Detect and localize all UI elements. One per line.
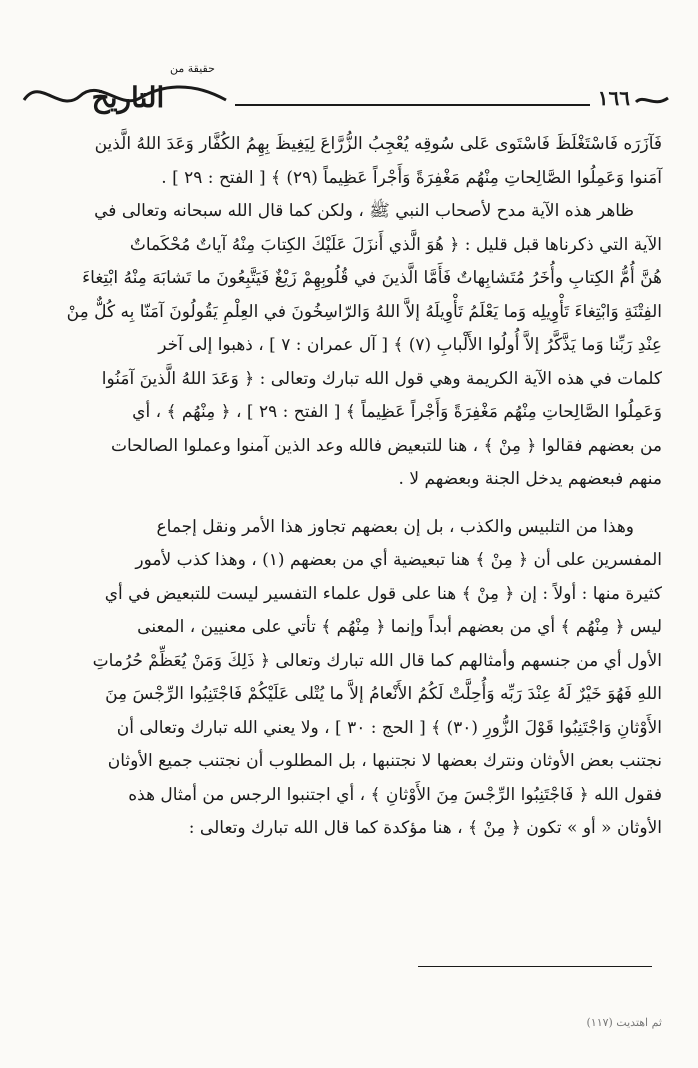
text-line: منهم فبعضهم يدخل الجنة وبعضهم لا . xyxy=(398,469,662,489)
page-header xyxy=(20,62,680,124)
footnote-rule xyxy=(418,966,652,967)
text-line: عِنْدِ رَبِّنا وَما يَذَّكَّرُ إلاَّ أُولُوا الأَلْبابِ (٧) ﴾ [ آل عمران : ٧ ] ، ذهبوا إلى آخر xyxy=(158,335,662,355)
text-line: وهذا من التلبيس والكذب ، بل إن بعضهم تجاوز هذا الأمر ونقل إجماع xyxy=(156,516,634,537)
text-line: فَآزَرَه فَاسْتَغْلَظَ فَاسْتَوى عَلى سُوقِه يُعْجِبُ الزُّرَّاعَ لِيَغِيظَ بِهِمُ الكُفَّار وَعَدَ اللهُ الَّذين xyxy=(94,134,662,154)
page-number-flourish-icon xyxy=(634,92,670,110)
text-line: آمَنوا وَعَمِلُوا الصَّالِحاتِ مِنْهُم مَغْفِرَةً وَأَجْراً عَظِيماً (٢٩) ﴾ [ الفتح : ٢٩ ] . xyxy=(161,167,662,188)
logo-title: التاريخ xyxy=(91,81,165,114)
text-line: كثيرة منها : أولاً : إن ﴿ مِنْ ﴾ هنا على قول علماء التفسير ليست للتبعيض في أي xyxy=(104,583,662,604)
footnote: ثم اهتديت (١١٧) xyxy=(586,1016,662,1029)
text-line: وَعَمِلُوا الصَّالِحاتِ مِنْهُم مَغْفِرَةً وَأَجْراً عَظِيماً ﴾ [ الفتح : ٢٩ ] ، ﴿ مِنْهُم ﴾ ، أي xyxy=(132,402,662,422)
body-text xyxy=(36,128,662,846)
text-line: المفسرين على أن ﴿ مِنْ ﴾ هنا تبعيضية أي من بعضهم (١) ، وهذا كذب لأمور xyxy=(135,550,662,570)
text-line: ليس ﴿ مِنْهُم ﴾ أي من بعضهم أبداً وإنما ﴿ مِنْهُم ﴾ تأتي على معنيين ، المعنى xyxy=(137,617,662,637)
text-line: الآية التي ذكرناها قبل قليل : ﴿ هُوَ الَّذي أَنزَلَ عَلَيْكَ الكِتابَ مِنْهُ آياتٌ مُحْكَماتٌ xyxy=(129,234,662,255)
text-line: الأول أي من جنسهم وأمثالهم كما قال الله تبارك وتعالى ﴿ ذَلِكَ وَمَنْ يُعَظِّمْ حُرُماتِ xyxy=(92,650,662,671)
text-line: الأَوْثانِ وَاجْتَنِبُوا قَوْلَ الزُّورِ (٣٠) ﴾ [ الحج : ٣٠ ] ، ولا يعني الله تبارك وتعالى أن xyxy=(116,717,662,738)
page-number: ١٦٦ xyxy=(597,86,630,110)
text-line: الفِتْنَةِ وَابْتِغاءَ تَأْوِيلِه وَما يَعْلَمُ تَأْوِيلَهُ إلاَّ اللهُ وَالرّاسِخُونَ في العِلْمِ يَقُولُونَ آمَنّا بِه كُلٌّ مِنْ xyxy=(66,301,662,322)
text-line: كلمات في هذه الآية الكريمة وهي قول الله تبارك وتعالى : ﴿ وَعَدَ اللهُ الَّذينَ آمَنُوا xyxy=(101,368,662,389)
text-line: ظاهر هذه الآية مدح لأصحاب النبي ﷺ ، ولكن كما قال الله سبحانه وتعالى في xyxy=(94,201,634,221)
text-line: فقول الله ﴿ فَاجْتَنِبُوا الرِّجْسَ مِنَ الأَوْثانِ ﴾ ، أي اجتنبوا الرجس من أمثال هذه xyxy=(128,784,662,805)
header-rule xyxy=(235,104,590,106)
text-line: اللهِ فَهُوَ خَيْرٌ لَهُ عِنْدَ رَبِّه وَأُحِلَّتْ لَكُمُ الأَنْعامُ إلاَّ ما يُتْلى عَلَيْكُمْ فَاجْتَنِبُوا الرِّجْسَ مِنَ xyxy=(105,684,662,704)
text-line: الأوثان « أو » تكون ﴿ مِنْ ﴾ ، هنا مؤكدة كما قال الله تبارك وتعالى : xyxy=(188,818,662,838)
text-line: نجتنب بعض الأوثان ونترك بعضها لا نجتنبها ، بل المطلوب أن نجتنب جميع الأوثان xyxy=(107,751,662,771)
text-line: من بعضهم فقالوا ﴿ مِنْ ﴾ ، هنا للتبعيض فالله وعد الذين آمنوا وعملوا الصالحات xyxy=(110,435,662,456)
text-line: هُنَّ أُمُّ الكِتابِ وأُخَرُ مُتَشابِهاتٌ فَأَمَّا الَّذينَ في قُلُوبِهِمْ زَيْغٌ فَيَتَّبِعُونَ ما تَشابَهَ مِنْهُ ابْتِغاءَ xyxy=(82,268,662,288)
logo-subtitle: حقيقة من xyxy=(170,62,215,75)
